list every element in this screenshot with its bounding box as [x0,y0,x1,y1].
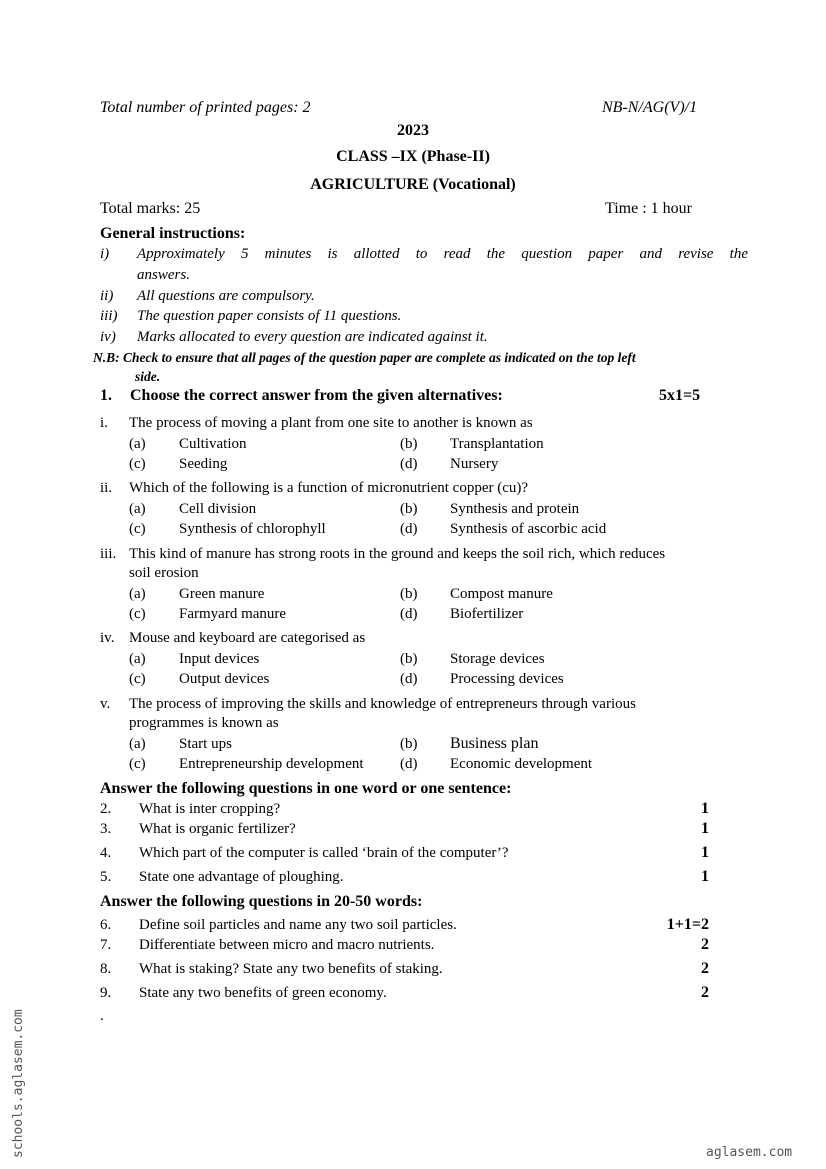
paper-code: NB-N/AG(V)/1 [602,99,698,116]
instruction-num: ii) [100,288,114,304]
option-label: (d) [400,671,418,687]
option-label: (d) [400,606,418,622]
nb-note: N.B: Check to ensure that all pages of the question paper are complete as indicated on the top left [93,350,636,365]
bottom-watermark: aglasem.com [706,1145,793,1160]
question-text: Differentiate between micro and macro nutrients. [139,937,435,953]
exam-year: 2023 [397,122,429,139]
option-label: (d) [400,456,418,472]
option-text: Synthesis of ascorbic acid [450,521,607,537]
instruction-text: The question paper consists of 11 questions. [137,308,402,324]
mcq-num: ii. [100,480,113,496]
section3-heading: Answer the following questions in 20-50 words: [100,893,423,910]
option-label: (b) [400,586,418,602]
instructions-heading: General instructions: [100,225,246,242]
question-marks: 1 [701,868,709,885]
question-marks: 2 [701,936,709,953]
option-text: Processing devices [450,671,564,687]
subject-title: AGRICULTURE (Vocational) [310,176,516,193]
question-text: Which part of the computer is called ‘brain of the computer’? [139,845,509,861]
option-text: Seeding [179,456,228,472]
question-text: State one advantage of ploughing. [139,869,344,885]
instruction-text: Marks allocated to every question are indicated against it. [137,329,488,345]
question-text: What is organic fertilizer? [139,821,296,837]
option-label: (b) [400,736,418,752]
question-marks: 1+1=2 [666,916,709,933]
question-text: Define soil particles and name any two soil particles. [139,917,457,933]
option-label: (a) [129,736,146,752]
question-num: 8. [100,961,112,977]
question-text: What is inter cropping? [139,801,281,817]
question-marks: 2 [701,960,709,977]
mcq-question: The process of improving the skills and knowledge of entrepreneurs through various [129,696,636,712]
question-marks: 2 [701,984,709,1001]
mcq-num: v. [100,696,111,712]
section1-num: 1. [100,387,112,404]
question-marks: 1 [701,820,709,837]
option-text: Transplantation [450,436,544,452]
question-text: State any two benefits of green economy. [139,985,387,1001]
mcq-num: i. [100,415,108,431]
option-text: Business plan [450,735,539,752]
option-label: (d) [400,756,418,772]
option-label: (c) [129,671,146,687]
nb-note-cont: side. [135,369,161,384]
instruction-num: i) [100,246,110,262]
mcq-question: Mouse and keyboard are categorised as [129,630,366,646]
time-allowed: Time : 1 hour [605,200,692,217]
mcq-question: The process of moving a plant from one site to another is known as [129,415,533,431]
option-text: Synthesis of chlorophyll [179,521,326,537]
option-label: (b) [400,651,418,667]
section1-marks: 5x1=5 [659,387,701,404]
section1-heading: Choose the correct answer from the given alternatives: [130,387,503,404]
option-label: (a) [129,436,146,452]
option-label: (c) [129,456,146,472]
question-marks: 1 [701,800,709,817]
option-text: Green manure [179,586,265,602]
option-label: (a) [129,586,146,602]
option-text: Synthesis and protein [450,501,580,517]
option-label: (d) [400,521,418,537]
question-marks: 1 [701,844,709,861]
instruction-text: All questions are compulsory. [137,288,315,304]
question-text: What is staking? State any two benefits of staking. [139,961,443,977]
option-label: (c) [129,756,146,772]
question-num: 7. [100,937,112,953]
question-num: 5. [100,869,112,885]
option-label: (c) [129,521,146,537]
trailing-dot: . [100,1008,104,1024]
instruction-num: iii) [100,308,118,324]
instruction-text: Approximately 5 minutes is allotted to read the question paper and revise the [137,246,748,262]
instruction-text: answers. [137,267,190,283]
option-text: Input devices [179,651,260,667]
option-label: (a) [129,651,146,667]
question-num: 9. [100,985,112,1001]
option-text: Entrepreneurship development [179,756,364,772]
option-text: Biofertilizer [450,606,524,622]
option-text: Economic development [450,756,593,772]
instruction-num: iv) [100,329,116,345]
option-text: Nursery [450,456,499,472]
option-label: (a) [129,501,146,517]
option-text: Start ups [179,736,232,752]
total-pages-note: Total number of printed pages: 2 [100,99,311,116]
mcq-question: This kind of manure has strong roots in the ground and keeps the soil rich, which reduces [129,546,666,562]
question-num: 3. [100,821,112,837]
question-num: 2. [100,801,112,817]
option-label: (b) [400,436,418,452]
class-title: CLASS –IX (Phase-II) [336,148,490,165]
option-text: Cell division [179,501,257,517]
option-text: Compost manure [450,586,553,602]
option-label: (b) [400,501,418,517]
mcq-question-cont: programmes is known as [129,715,279,731]
option-label: (c) [129,606,146,622]
option-text: Cultivation [179,436,247,452]
mcq-question: Which of the following is a function of micronutrient copper (cu)? [129,480,529,496]
mcq-num: iv. [100,630,115,646]
mcq-question-cont: soil erosion [129,565,199,581]
section2-heading: Answer the following questions in one word or one sentence: [100,780,512,797]
total-marks: Total marks: 25 [100,200,201,217]
option-text: Output devices [179,671,270,687]
option-text: Farmyard manure [179,606,287,622]
mcq-num: iii. [100,546,117,562]
question-num: 4. [100,845,112,861]
option-text: Storage devices [450,651,545,667]
question-num: 6. [100,917,112,933]
side-watermark: schools.aglasem.com [11,1009,26,1158]
